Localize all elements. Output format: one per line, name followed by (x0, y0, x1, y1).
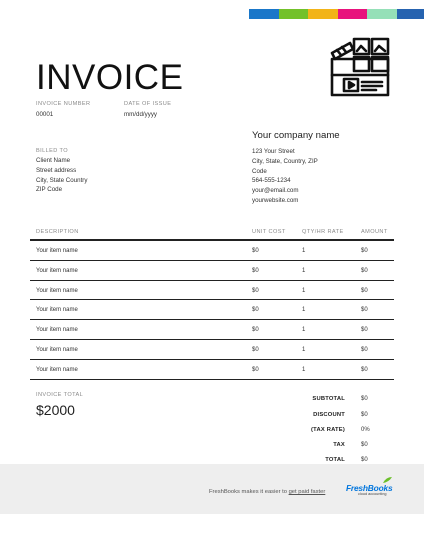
color-strip (249, 9, 424, 19)
item-description: Your item name (36, 346, 78, 353)
item-amount: $0 (361, 287, 368, 294)
client-zip: ZIP Code (36, 186, 63, 194)
item-amount: $0 (361, 346, 368, 353)
item-amount: $0 (361, 307, 368, 314)
column-header-amount: AMOUNT (361, 229, 388, 235)
tax-rate-label: (TAX RATE) (311, 427, 345, 433)
table-row (30, 241, 394, 261)
item-description: Your item name (36, 366, 78, 373)
freshbooks-tagline: cloud accounting (358, 492, 387, 496)
item-description: Your item name (36, 287, 78, 294)
invoice-number-value: 00001 (36, 111, 54, 118)
item-unit-cost: $0 (252, 248, 259, 254)
invoice-total-label: INVOICE TOTAL (36, 392, 84, 398)
item-unit-cost: $0 (252, 287, 259, 294)
tax-label: TAX (333, 442, 345, 448)
color-strip-segment (279, 9, 309, 19)
item-qty: 1 (302, 267, 306, 274)
company-code: Code (252, 167, 267, 175)
item-qty: 1 (302, 307, 306, 314)
invoice-title: INVOICE (36, 58, 184, 97)
table-row (30, 281, 394, 301)
item-unit-cost: $0 (252, 267, 259, 274)
item-unit-cost: $0 (252, 346, 259, 353)
color-strip-segment (367, 9, 397, 19)
invoice-number-label: INVOICE NUMBER (36, 101, 91, 107)
item-description: Your item name (36, 327, 78, 334)
date-of-issue-value: mm/dd/yyyy (124, 111, 158, 118)
item-amount: $0 (361, 267, 368, 274)
table-row (30, 320, 394, 340)
company-street: 123 Your Street (252, 148, 295, 155)
column-header-unit-cost: UNIT COST (252, 229, 286, 235)
company-email: your@email.com (252, 187, 299, 195)
column-header-qty: QTY/HR RATE (302, 229, 344, 235)
get-paid-faster-link[interactable]: get paid faster (288, 489, 326, 495)
discount-value: $0 (361, 412, 368, 418)
line-items (30, 241, 394, 380)
item-description: Your item name (36, 248, 78, 254)
company-phone: 564-555-1234 (252, 177, 291, 185)
date-of-issue-label: DATE OF ISSUE (124, 101, 172, 107)
billed-to-label: BILLED TO (36, 148, 68, 154)
tax-value: $0 (361, 442, 368, 448)
item-qty: 1 (302, 287, 306, 294)
billed-to-details (36, 156, 87, 195)
leaf-icon (382, 477, 392, 483)
footer (0, 464, 424, 514)
freshbooks-brand: FreshBooks (346, 483, 393, 493)
color-strip-segment (397, 9, 424, 19)
discount-label: DISCOUNT (313, 412, 345, 418)
table-row (30, 340, 394, 360)
item-unit-cost: $0 (252, 307, 259, 314)
footer-text (209, 489, 325, 495)
color-strip-segment (249, 9, 279, 19)
item-qty: 1 (302, 327, 306, 334)
company-details (252, 147, 318, 206)
table-row (30, 360, 394, 380)
invoice-total-value: $2000 (36, 402, 75, 418)
company-website: yourwebsite.com (252, 196, 299, 204)
color-strip-segment (338, 9, 368, 19)
item-amount: $0 (361, 366, 368, 373)
film-clapperboard-icon (328, 35, 392, 99)
column-header-description: DESCRIPTION (36, 229, 79, 235)
table-row (30, 300, 394, 320)
footer-message: FreshBooks makes it easier to (209, 489, 289, 495)
table-row (30, 261, 394, 281)
item-qty: 1 (302, 248, 306, 254)
item-amount: $0 (361, 327, 368, 334)
item-qty: 1 (302, 366, 306, 373)
client-street: Street address (36, 166, 77, 174)
total-label: TOTAL (325, 457, 345, 463)
subtotal-label: SUBTOTAL (312, 396, 345, 402)
company-name: Your company name (252, 130, 340, 141)
item-amount: $0 (361, 248, 368, 254)
client-name: Client Name (36, 157, 71, 164)
subtotal-value: $0 (361, 396, 368, 402)
item-unit-cost: $0 (252, 366, 259, 373)
color-strip-segment (308, 9, 338, 19)
total-value: $0 (361, 457, 368, 463)
item-description: Your item name (36, 307, 78, 314)
item-unit-cost: $0 (252, 327, 259, 334)
tax-rate-value: 0% (361, 427, 370, 433)
item-qty: 1 (302, 346, 306, 353)
freshbooks-logo[interactable] (346, 483, 392, 496)
client-city: City, State Country (36, 176, 88, 184)
item-description: Your item name (36, 267, 78, 274)
company-city: City, State, Country, ZIP (252, 157, 318, 165)
